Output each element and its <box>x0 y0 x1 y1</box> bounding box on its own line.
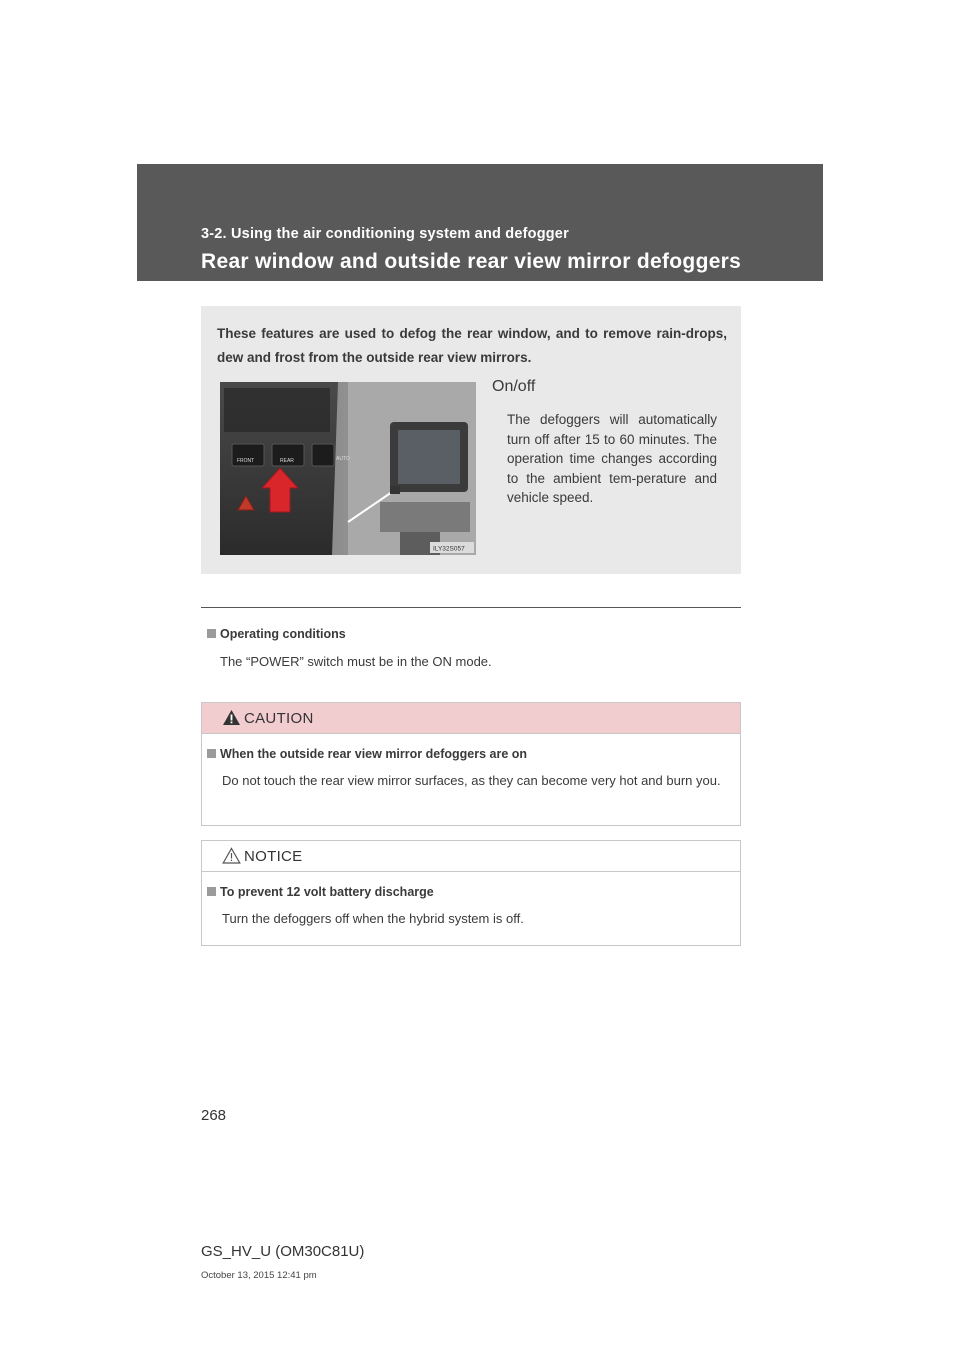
photo-code: ILY32S057 <box>433 545 465 553</box>
defogger-switch-photo <box>220 382 476 555</box>
caution-header <box>202 703 740 734</box>
notice-body: Turn the defoggers off when the hybrid system is off. <box>222 911 524 926</box>
notice-header <box>202 841 740 872</box>
notice-triangle-icon <box>222 847 241 864</box>
caution-heading <box>207 747 527 761</box>
notice-title: NOTICE <box>244 848 303 865</box>
operating-conditions-heading-text: Operating conditions <box>220 627 346 641</box>
page-number: 268 <box>201 1107 227 1124</box>
document-code: GS_HV_U (OM30C81U) <box>201 1243 365 1260</box>
square-bullet-icon <box>207 629 216 638</box>
warning-triangle-icon <box>222 709 241 726</box>
rear-button-label: REAR <box>280 458 294 464</box>
section-label: 3-2. Using the air conditioning system and defogger <box>201 226 569 242</box>
divider <box>201 607 741 608</box>
operating-conditions-heading <box>207 627 346 641</box>
section-header <box>137 164 823 281</box>
timestamp: October 13, 2015 12:41 pm <box>201 1270 317 1281</box>
intro-text: These features are used to defog the rear window, and to remove rain-drops, dew and frost from the outside rear view mirrors. <box>217 326 727 365</box>
front-button-label: FRONT <box>237 458 255 464</box>
notice-heading <box>207 885 434 899</box>
caution-box <box>201 702 741 826</box>
operating-conditions-body: The “POWER” switch must be in the ON mode. <box>220 654 492 669</box>
onoff-description: The defoggers will automatically turn off after 15 to 60 minutes. The operation time changes according to the ambient tem-perature and vehicle speed. <box>507 412 717 505</box>
caution-body: Do not touch the rear view mirror surfaces, as they can become very hot and burn you. <box>222 773 721 788</box>
caution-heading-text: When the outside rear view mirror defoggers are on <box>220 747 528 761</box>
square-bullet-icon <box>207 887 216 896</box>
notice-box <box>201 840 741 946</box>
notice-heading-text: To prevent 12 volt battery discharge <box>220 885 434 899</box>
onoff-label: On/off <box>492 378 536 395</box>
intro-box <box>201 306 741 574</box>
page-title: Rear window and outside rear view mirror defoggers <box>201 250 742 273</box>
auto-button-label: AUTO <box>336 456 350 462</box>
square-bullet-icon <box>207 749 216 758</box>
caution-title: CAUTION <box>244 710 314 727</box>
